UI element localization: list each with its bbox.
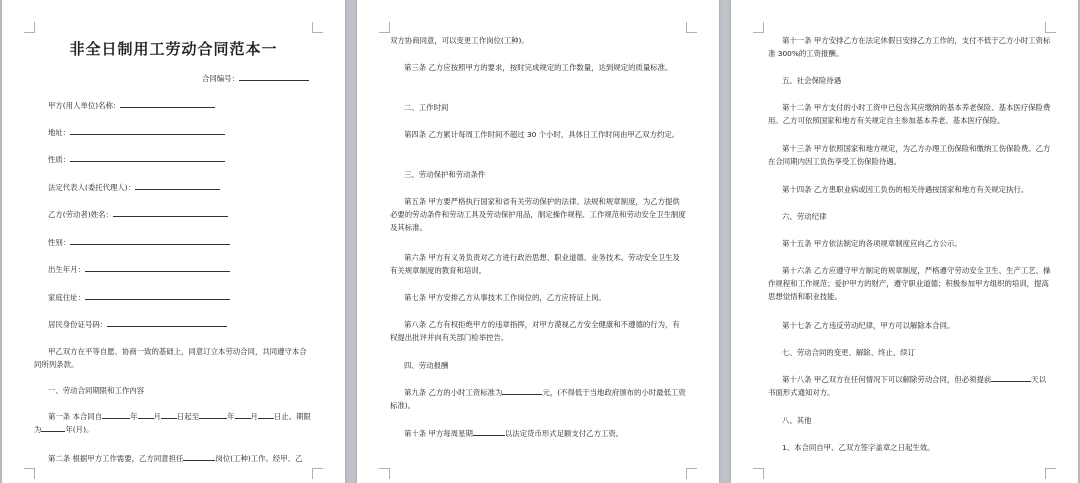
text: 岗位(工种)工作。经甲、乙 xyxy=(215,454,303,463)
text: 年 xyxy=(227,412,235,421)
contract-number-label: 合同编号： xyxy=(202,74,239,83)
blank xyxy=(473,427,505,436)
field-blank xyxy=(120,99,215,108)
clause-1: 1、本合同自甲、乙双方签字盖章之日起生效。 xyxy=(782,443,935,452)
field-blank xyxy=(85,291,230,300)
article-6: 第六条 甲方有义务负责对乙方进行政治思想、职业道德、业务技术、劳动安全卫生及有关规章制度的教育和培训。 xyxy=(390,253,680,275)
text: 天以书面形式通知对方。 xyxy=(768,375,1047,397)
section-heading-5: 五、社会保险待遇 xyxy=(782,76,842,85)
text: 元，(不得低于当地政府颁布的小时最低工资标准)。 xyxy=(390,388,686,410)
article-15: 第十五条 甲方依法制定的各项规章制度应向乙方公示。 xyxy=(782,239,962,248)
field-label: 家庭住址： xyxy=(48,293,85,302)
article-18 xyxy=(768,373,1053,399)
article-2 xyxy=(34,452,319,465)
article-12: 第十二条 甲方支付的小时工资中已包含其应缴纳的基本养老保险、基本医疗保险费用。乙方可依照国家和地方有关规定自主参加基本养老、基本医疗保险。 xyxy=(768,103,1051,125)
text: 年 xyxy=(130,412,138,421)
text: 第十八条 甲乙双方在任何情况下可以解除劳动合同，但必须提前 xyxy=(782,375,992,384)
text: 月 xyxy=(250,412,258,421)
article-3: 第三条 乙方应按照甲方的要求，按时完成规定的工作数量，达到规定的质量标准。 xyxy=(404,63,673,72)
field-blank xyxy=(113,208,228,217)
text: 第二条 根据甲方工作需要，乙方同意担任 xyxy=(48,454,184,463)
field-address xyxy=(48,126,225,139)
corner-mark xyxy=(753,468,764,479)
section-heading-4: 四、劳动报酬 xyxy=(404,361,449,370)
blank xyxy=(502,386,542,395)
blank xyxy=(161,410,177,419)
field-blank xyxy=(70,153,225,162)
text: 月 xyxy=(153,412,161,421)
field-home-address xyxy=(48,291,230,304)
corner-mark xyxy=(753,22,764,33)
article-9 xyxy=(390,386,686,412)
corner-mark xyxy=(24,22,35,33)
section-heading-3: 三、劳动保护和劳动条件 xyxy=(404,170,486,179)
text: 第十条 甲方每周星期 xyxy=(404,429,473,438)
blank xyxy=(235,410,251,419)
field-blank xyxy=(70,126,225,135)
document-page-1 xyxy=(2,0,345,483)
section-heading-6: 六、劳动纪律 xyxy=(782,212,827,221)
document-page-2 xyxy=(357,0,719,483)
field-label: 地址： xyxy=(48,128,71,137)
field-blank xyxy=(107,318,227,327)
corner-mark xyxy=(686,468,697,479)
article-10 xyxy=(404,427,623,440)
text: 日止。期限为 xyxy=(34,412,311,434)
intro-paragraph: 甲乙双方在平等自愿、协商一致的基础上，同意订立本劳动合同，共同遵守本合同所列条款。 xyxy=(34,347,307,369)
field-id-number xyxy=(48,318,227,331)
blank xyxy=(183,452,215,461)
contract-number-line xyxy=(202,72,309,85)
article-17: 第十七条 乙方违反劳动纪律，甲方可以解除本合同。 xyxy=(782,321,955,330)
section-heading-8: 八、其他 xyxy=(782,416,812,425)
corner-mark xyxy=(1045,468,1056,479)
article-11: 第十一条 甲方安排乙方在法定休假日安排乙方工作的，支付不低于乙方小时工资标准 300%的工资报酬。 xyxy=(768,36,1051,58)
blank xyxy=(41,423,65,432)
article-5: 第五条 甲方要严格执行国家和省有关劳动保护的法律、法规和规章制度，为乙方提供必要的劳动条件和劳动工具及劳动保护用品，制定操作规程、工作规范和劳动安全卫生制度及其标准。 xyxy=(390,197,686,232)
corner-mark xyxy=(312,22,323,33)
field-label: 出生年月： xyxy=(48,265,85,274)
field-label: 乙方(劳动者)姓名： xyxy=(48,210,113,219)
document-title: 非全日制用工劳动合同范本一 xyxy=(69,40,278,58)
corner-mark xyxy=(379,22,390,33)
article-8: 第八条 乙方有权拒绝甲方的违章指挥，对甲方漠视乙方安全健康和不遵德的行为，有权提出批评并向有关部门检举控告。 xyxy=(390,320,680,342)
field-employer-name xyxy=(48,99,215,112)
field-blank xyxy=(85,263,230,272)
text: 日起至 xyxy=(176,412,200,421)
text: 第一条 本合同自 xyxy=(48,412,103,421)
blank xyxy=(991,373,1031,382)
article-13: 第十三条 甲方依照国家和地方规定，为乙方办理工伤保险和缴纳工伤保险费。乙方在合同期内因工负伤享受工伤保险待遇。 xyxy=(768,144,1051,166)
article-4: 第四条 乙方累计每周工作时间不超过 30 个小时，具体日工作时间由甲乙双方约定。 xyxy=(404,130,680,139)
corner-mark xyxy=(312,468,323,479)
article-14: 第十四条 乙方患职业病或因工负伤的相关待遇按国家和地方有关规定执行。 xyxy=(782,185,1029,194)
corner-mark xyxy=(686,22,697,33)
document-page-3 xyxy=(731,0,1078,483)
blank xyxy=(102,410,130,419)
field-birth xyxy=(48,263,230,276)
field-blank xyxy=(135,181,220,190)
field-nature xyxy=(48,153,225,166)
field-label: 居民身份证号码： xyxy=(48,320,108,329)
field-label: 性质： xyxy=(48,155,71,164)
section-heading-2: 二、工作时间 xyxy=(404,103,449,112)
article-16: 第十六条 乙方应遵守甲方制定的规章制度，严格遵守劳动安全卫生、生产工艺、操作规程和工作规范；爱护甲方的财产，遵守职业道德；积极参加甲方组织的培训，提高思想觉悟和职业技能。 xyxy=(768,266,1051,301)
blank xyxy=(199,410,227,419)
paragraph-continued: 双方协商同意，可以变更工作岗位(工种)。 xyxy=(390,36,529,45)
contract-number-blank xyxy=(239,72,309,81)
text: 以法定货币形式足额支付乙方工资。 xyxy=(504,429,624,438)
field-blank xyxy=(70,236,230,245)
article-7: 第七条 甲方安排乙方从事技术工作岗位的，乙方应持证上岗。 xyxy=(404,293,606,302)
section-heading-7: 七、劳动合同的变更、解除、终止、续订 xyxy=(782,348,916,357)
field-label: 甲方(用人单位)名称： xyxy=(48,101,121,110)
article-1 xyxy=(34,410,316,436)
field-gender xyxy=(48,236,230,249)
field-label: 性别： xyxy=(48,238,71,247)
corner-mark xyxy=(1045,22,1056,33)
section-heading-1: 一、劳动合同期限和工作内容 xyxy=(48,386,145,395)
field-employee-name xyxy=(48,208,228,221)
blank xyxy=(258,410,274,419)
text: 第九条 乙方的小时工资标准为 xyxy=(404,388,503,397)
blank xyxy=(138,410,154,419)
corner-mark xyxy=(24,468,35,479)
text: 年(月)。 xyxy=(65,425,94,434)
corner-mark xyxy=(379,468,390,479)
field-label: 法定代表人(委托代理人)： xyxy=(48,183,136,192)
field-legal-rep xyxy=(48,181,220,194)
